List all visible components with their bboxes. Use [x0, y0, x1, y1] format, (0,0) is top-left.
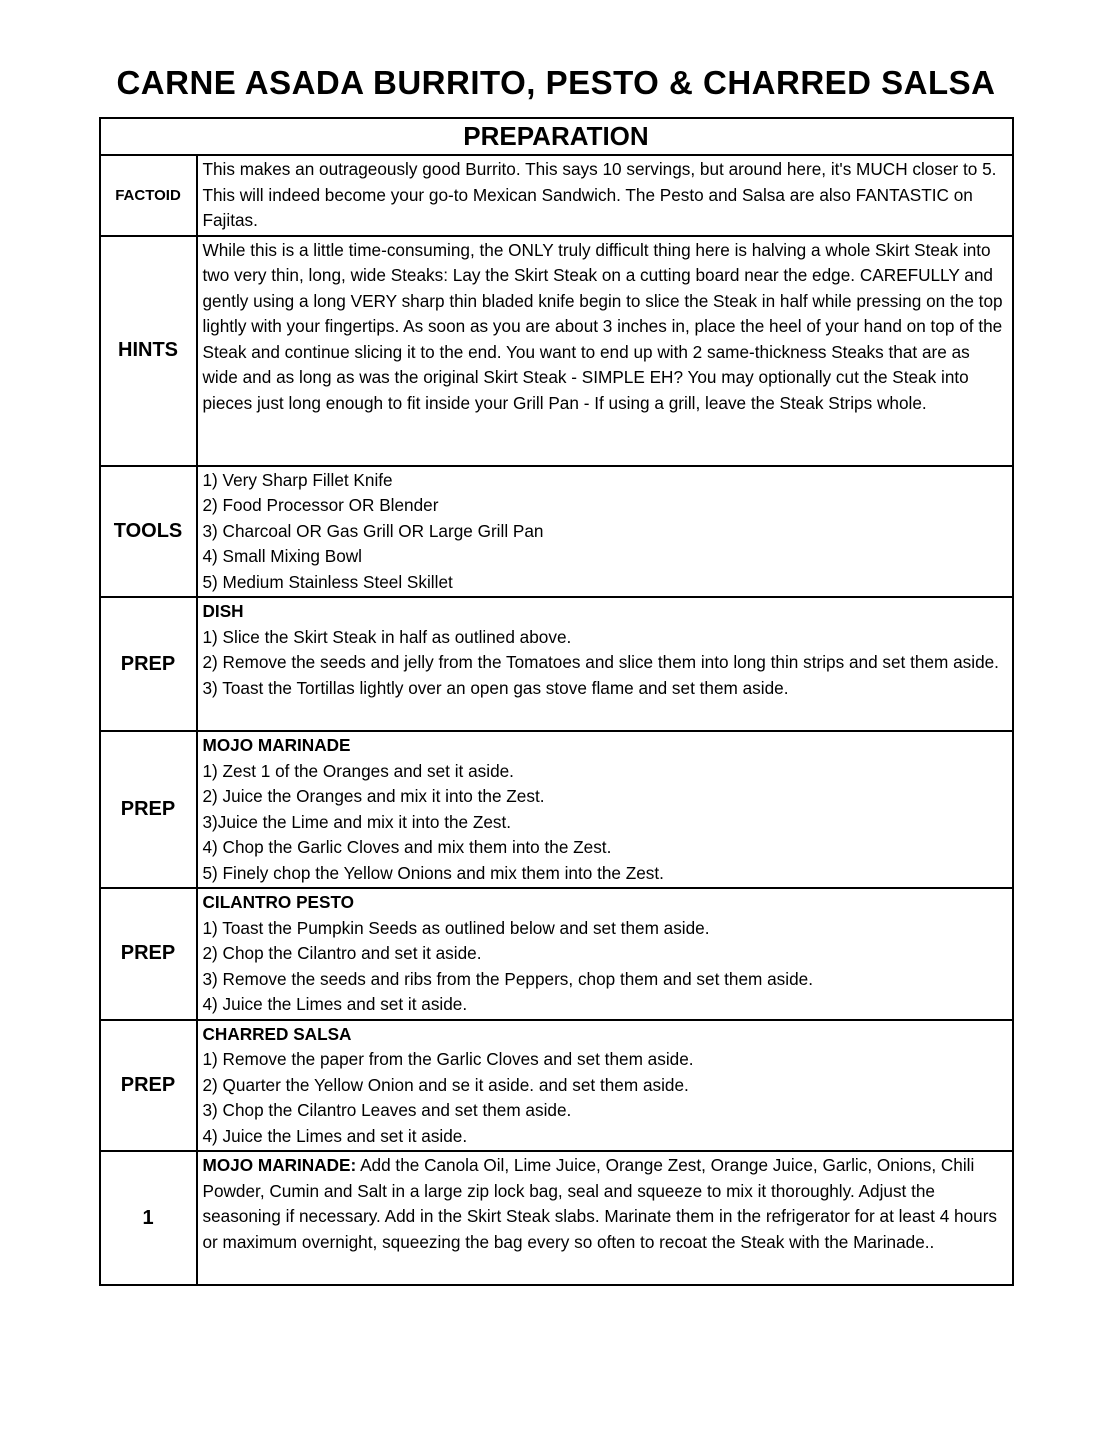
text-line: 1) Toast the Pumpkin Seeds as outlined below and set them aside. [202, 917, 710, 938]
row-content-tools [197, 466, 1013, 598]
text-line: 3) Toast the Tortillas lightly over an open gas stove flame and set them aside. [202, 677, 789, 698]
cell-heading-dish: DISH [202, 601, 244, 621]
text-line: 3)Juice the Lime and mix it into the Zest. [202, 811, 512, 832]
step-1-inline-heading: MOJO MARINADE: [202, 1155, 357, 1175]
text-line: 1) Slice the Skirt Steak in half as outlined above. [202, 626, 572, 647]
step-1-text: Add the Canola Oil, Lime Juice, Orange Zest, Orange Juice, Garlic, Onions, Chili Powder, Cumin and Salt in a large zip lock bag, seal and squeeze to mix it thoroughly. Adjust the seasoning if necessary. Add in the Skirt Steak slabs. Marinate them in the refrigerator for at least 4 hours or maximum overnight, squeezing the bag every so often to recoat the Steak with the Marinade.. [202, 1155, 998, 1252]
cell-heading-mojo-marinade: MOJO MARINADE [202, 735, 351, 755]
text-line: 1) Zest 1 of the Oranges and set it aside. [202, 760, 514, 781]
text-line: 3) Chop the Cilantro Leaves and set them aside. [202, 1100, 572, 1120]
cell-lines-cilantro-pesto [203, 916, 1006, 1018]
row-label-step-1: 1 [100, 1151, 197, 1285]
row-content-hints [197, 236, 1013, 466]
row-content-prep-pesto [197, 888, 1013, 1020]
text-line: 4) Small Mixing Bowl [202, 546, 363, 566]
table-row-prep-dish [100, 597, 1013, 731]
text-line: 4) Juice the Limes and set it aside. [202, 1125, 468, 1146]
text-line: 2) Quarter the Yellow Onion and se it aside. and set them aside. [202, 1074, 689, 1095]
page-title: CARNE ASADA BURRITO, PESTO & CHARRED SALSA [116, 64, 996, 101]
text-line: 3) Remove the seeds and ribs from the Peppers, chop them and set them aside. [202, 968, 813, 989]
row-content-prep-dish [197, 597, 1013, 731]
text-line: 5) Finely chop the Yellow Onions and mix them into the Zest. [202, 862, 664, 883]
text-line: 1) Very Sharp Fillet Knife [202, 469, 393, 490]
table-header: PREPARATION [100, 118, 1013, 155]
text-line: 2) Remove the seeds and jelly from the Tomatoes and slice them into long thin strips and set them aside. [202, 652, 999, 672]
row-label-prep-dish: PREP [100, 597, 197, 731]
text-line: 3) Charcoal OR Gas Grill OR Large Grill Pan [202, 520, 544, 541]
row-label-prep-mojo: PREP [100, 731, 197, 888]
row-label-factoid: FACTOID [100, 155, 197, 236]
row-label-prep-pesto: PREP [100, 888, 197, 1020]
preparation-table [99, 117, 1014, 1286]
hints-text: While this is a little time-consuming, the ONLY truly difficult thing here is halving a whole Skirt Steak into two very thin, long, wide Steaks: Lay the Skirt Steak on a cutting board near the edge. CAREFULLY and gently using a long VERY sharp thin bladed knife begin to slice the Steak in half while pressing on the top lightly with your fingertips. As soon as you are about 3 inches in, place the heel of your hand on top of the Steak and continue slicing it to the end. You want to end up with 2 same-thickness Steaks that are as wide and as long as was the original Skirt Steak - SIMPLE EH? You may optionally cut the Steak into pieces just long enough to fit inside your Grill Pan - If using a grill, leave the Steak Strips whole. [202, 239, 1003, 413]
text-line: 2) Food Processor OR Blender [202, 495, 439, 515]
cell-lines-mojo-marinade [203, 759, 1006, 887]
row-content-factoid [197, 155, 1013, 236]
table-row-prep-pesto [100, 888, 1013, 1020]
table-header-row [100, 118, 1013, 155]
table-row-prep-salsa [100, 1020, 1013, 1152]
table-row-factoid [100, 155, 1013, 236]
table-row-hints [100, 236, 1013, 466]
table-row-prep-mojo [100, 731, 1013, 888]
row-content-step-1 [197, 1151, 1013, 1285]
factoid-text: This makes an outrageously good Burrito. This says 10 servings, but around here, it's MUCH closer to 5. This will indeed become your go-to Mexican Sandwich. The Pesto and Salsa are also FANTASTIC on Fajitas. [202, 159, 997, 230]
table-row-tools [100, 466, 1013, 598]
table-row-step-1 [100, 1151, 1013, 1285]
cell-heading-cilantro-pesto: CILANTRO PESTO [202, 892, 355, 912]
text-line: 1) Remove the paper from the Garlic Cloves and set them aside. [202, 1049, 694, 1069]
cell-lines-dish [203, 625, 1006, 702]
row-label-prep-salsa: PREP [100, 1020, 197, 1152]
text-line: 2) Juice the Oranges and mix it into the Zest. [202, 786, 545, 806]
text-line: 5) Medium Stainless Steel Skillet [202, 571, 453, 592]
row-label-tools: TOOLS [100, 466, 197, 598]
text-line: 4) Juice the Limes and set it aside. [202, 994, 468, 1014]
cell-heading-charred-salsa: CHARRED SALSA [202, 1023, 352, 1044]
row-label-hints: HINTS [100, 236, 197, 466]
row-content-prep-salsa [197, 1020, 1013, 1152]
text-line: 4) Chop the Garlic Cloves and mix them into the Zest. [202, 837, 612, 857]
row-content-prep-mojo [197, 731, 1013, 888]
cell-lines-charred-salsa [203, 1047, 1006, 1149]
text-line: 2) Chop the Cilantro and set it aside. [202, 943, 482, 963]
